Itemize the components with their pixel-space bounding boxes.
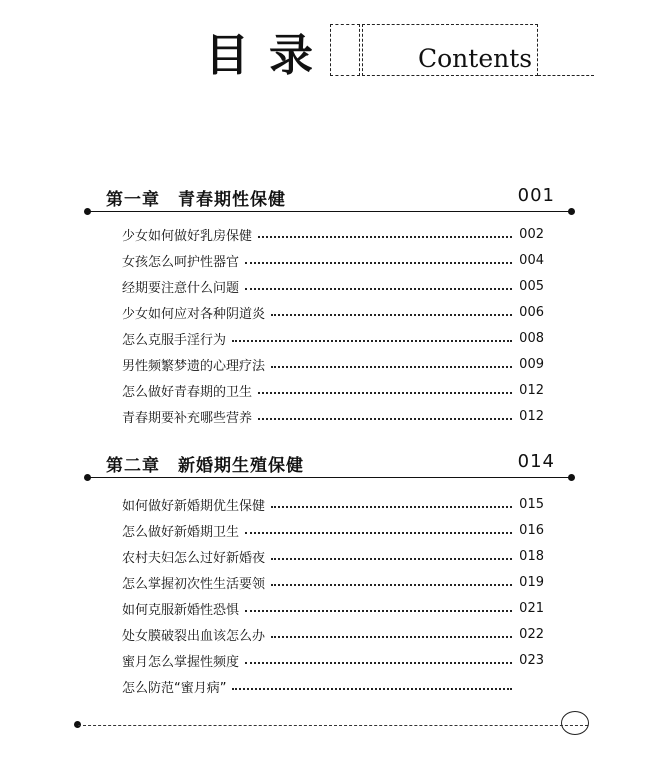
- entry-title: 怎么做好新婚期卫生: [122, 524, 240, 540]
- dot-leader: [271, 506, 512, 508]
- footer-dashed-rule: [78, 725, 588, 726]
- toc-entry[interactable]: [122, 299, 544, 325]
- toc-entry[interactable]: [122, 621, 544, 647]
- entry-title: 怎么防范“蜜月病”: [122, 680, 227, 696]
- entry-page: 018: [519, 548, 544, 564]
- dot-leader: [258, 418, 512, 420]
- entry-title: 如何克服新婚性恐惧: [122, 602, 240, 618]
- entry-page: 008: [519, 330, 544, 346]
- toc-entry[interactable]: [122, 377, 544, 403]
- toc-entry[interactable]: [122, 325, 544, 351]
- toc-entry[interactable]: [122, 403, 544, 429]
- toc-entry[interactable]: [122, 647, 544, 673]
- dot-leader: [271, 366, 512, 368]
- entry-title: 怎么做好青春期的卫生: [122, 384, 253, 400]
- dot-leader: [245, 262, 512, 264]
- dot-leader: [271, 314, 512, 316]
- toc-entry[interactable]: [122, 247, 544, 273]
- header-dashed-underline: [538, 75, 594, 76]
- toc-entry[interactable]: [122, 673, 544, 699]
- entry-page: 012: [519, 408, 544, 424]
- entry-title: 经期要注意什么问题: [122, 280, 240, 296]
- entry-page: 002: [519, 226, 544, 242]
- entry-page: 015: [519, 496, 544, 512]
- header-decor-box-small: [330, 24, 360, 76]
- toc-entry[interactable]: [122, 517, 544, 543]
- chapter-1-entries: [122, 221, 544, 429]
- dot-leader: [232, 340, 512, 342]
- entry-title: 少女如何做好乳房保健: [122, 228, 253, 244]
- toc-entry[interactable]: [122, 273, 544, 299]
- entry-page: 004: [519, 252, 544, 268]
- entry-title: 农村夫妇怎么过好新婚夜: [122, 550, 266, 566]
- dot-leader: [245, 610, 512, 612]
- entry-title: 处女膜破裂出血该怎么办: [122, 628, 266, 644]
- toc-entry[interactable]: [122, 569, 544, 595]
- entry-title: 蜜月怎么掌握性频度: [122, 654, 240, 670]
- chapter-title[interactable]: 第二章 新婚期生殖保健: [106, 456, 304, 476]
- dot-leader: [271, 584, 512, 586]
- entry-title: 少女如何应对各种阴道炎: [122, 306, 266, 322]
- toc-entry[interactable]: [122, 491, 544, 517]
- dot-leader: [258, 236, 512, 238]
- entry-title: 女孩怎么呵护性器官: [122, 254, 240, 270]
- title-chinese: 目录: [205, 30, 333, 81]
- entry-page: 019: [519, 574, 544, 590]
- footer-page-badge: [561, 711, 589, 735]
- entry-page: 005: [519, 278, 544, 294]
- dot-leader: [245, 662, 512, 664]
- entry-title: 如何做好新婚期优生保健: [122, 498, 266, 514]
- entry-page: 012: [519, 382, 544, 398]
- entry-title: 青春期要补充哪些营养: [122, 410, 253, 426]
- toc-entry[interactable]: [122, 221, 544, 247]
- dot-leader: [271, 558, 512, 560]
- dot-leader: [245, 532, 512, 534]
- dot-leader: [271, 636, 512, 638]
- dot-leader: [232, 688, 512, 690]
- entry-page: 021: [519, 600, 544, 616]
- dot-leader: [245, 288, 512, 290]
- entry-page: 022: [519, 626, 544, 642]
- chapter-rule: [88, 211, 572, 212]
- entry-title: 怎么掌握初次性生活要领: [122, 576, 266, 592]
- entry-page: 006: [519, 304, 544, 320]
- toc-entry[interactable]: [122, 351, 544, 377]
- dot-leader: [258, 392, 512, 394]
- title-english: Contents: [418, 44, 533, 73]
- entry-page: 016: [519, 522, 544, 538]
- entry-title: 怎么克服手淫行为: [122, 332, 227, 348]
- entry-page: 023: [519, 652, 544, 668]
- toc-header: [0, 0, 670, 100]
- chapter-title[interactable]: 第一章 青春期性保健: [106, 190, 286, 210]
- entry-page: 009: [519, 356, 544, 372]
- toc-entry[interactable]: [122, 595, 544, 621]
- toc-entry[interactable]: [122, 543, 544, 569]
- chapter-rule: [88, 477, 572, 478]
- rule-dot-right: [568, 474, 575, 481]
- chapter-page: 014: [517, 451, 555, 472]
- chapter-2-entries: [122, 491, 544, 699]
- entry-title: 男性频繁梦遗的心理疗法: [122, 358, 266, 374]
- chapter-page: 001: [517, 185, 555, 206]
- rule-dot-right: [568, 208, 575, 215]
